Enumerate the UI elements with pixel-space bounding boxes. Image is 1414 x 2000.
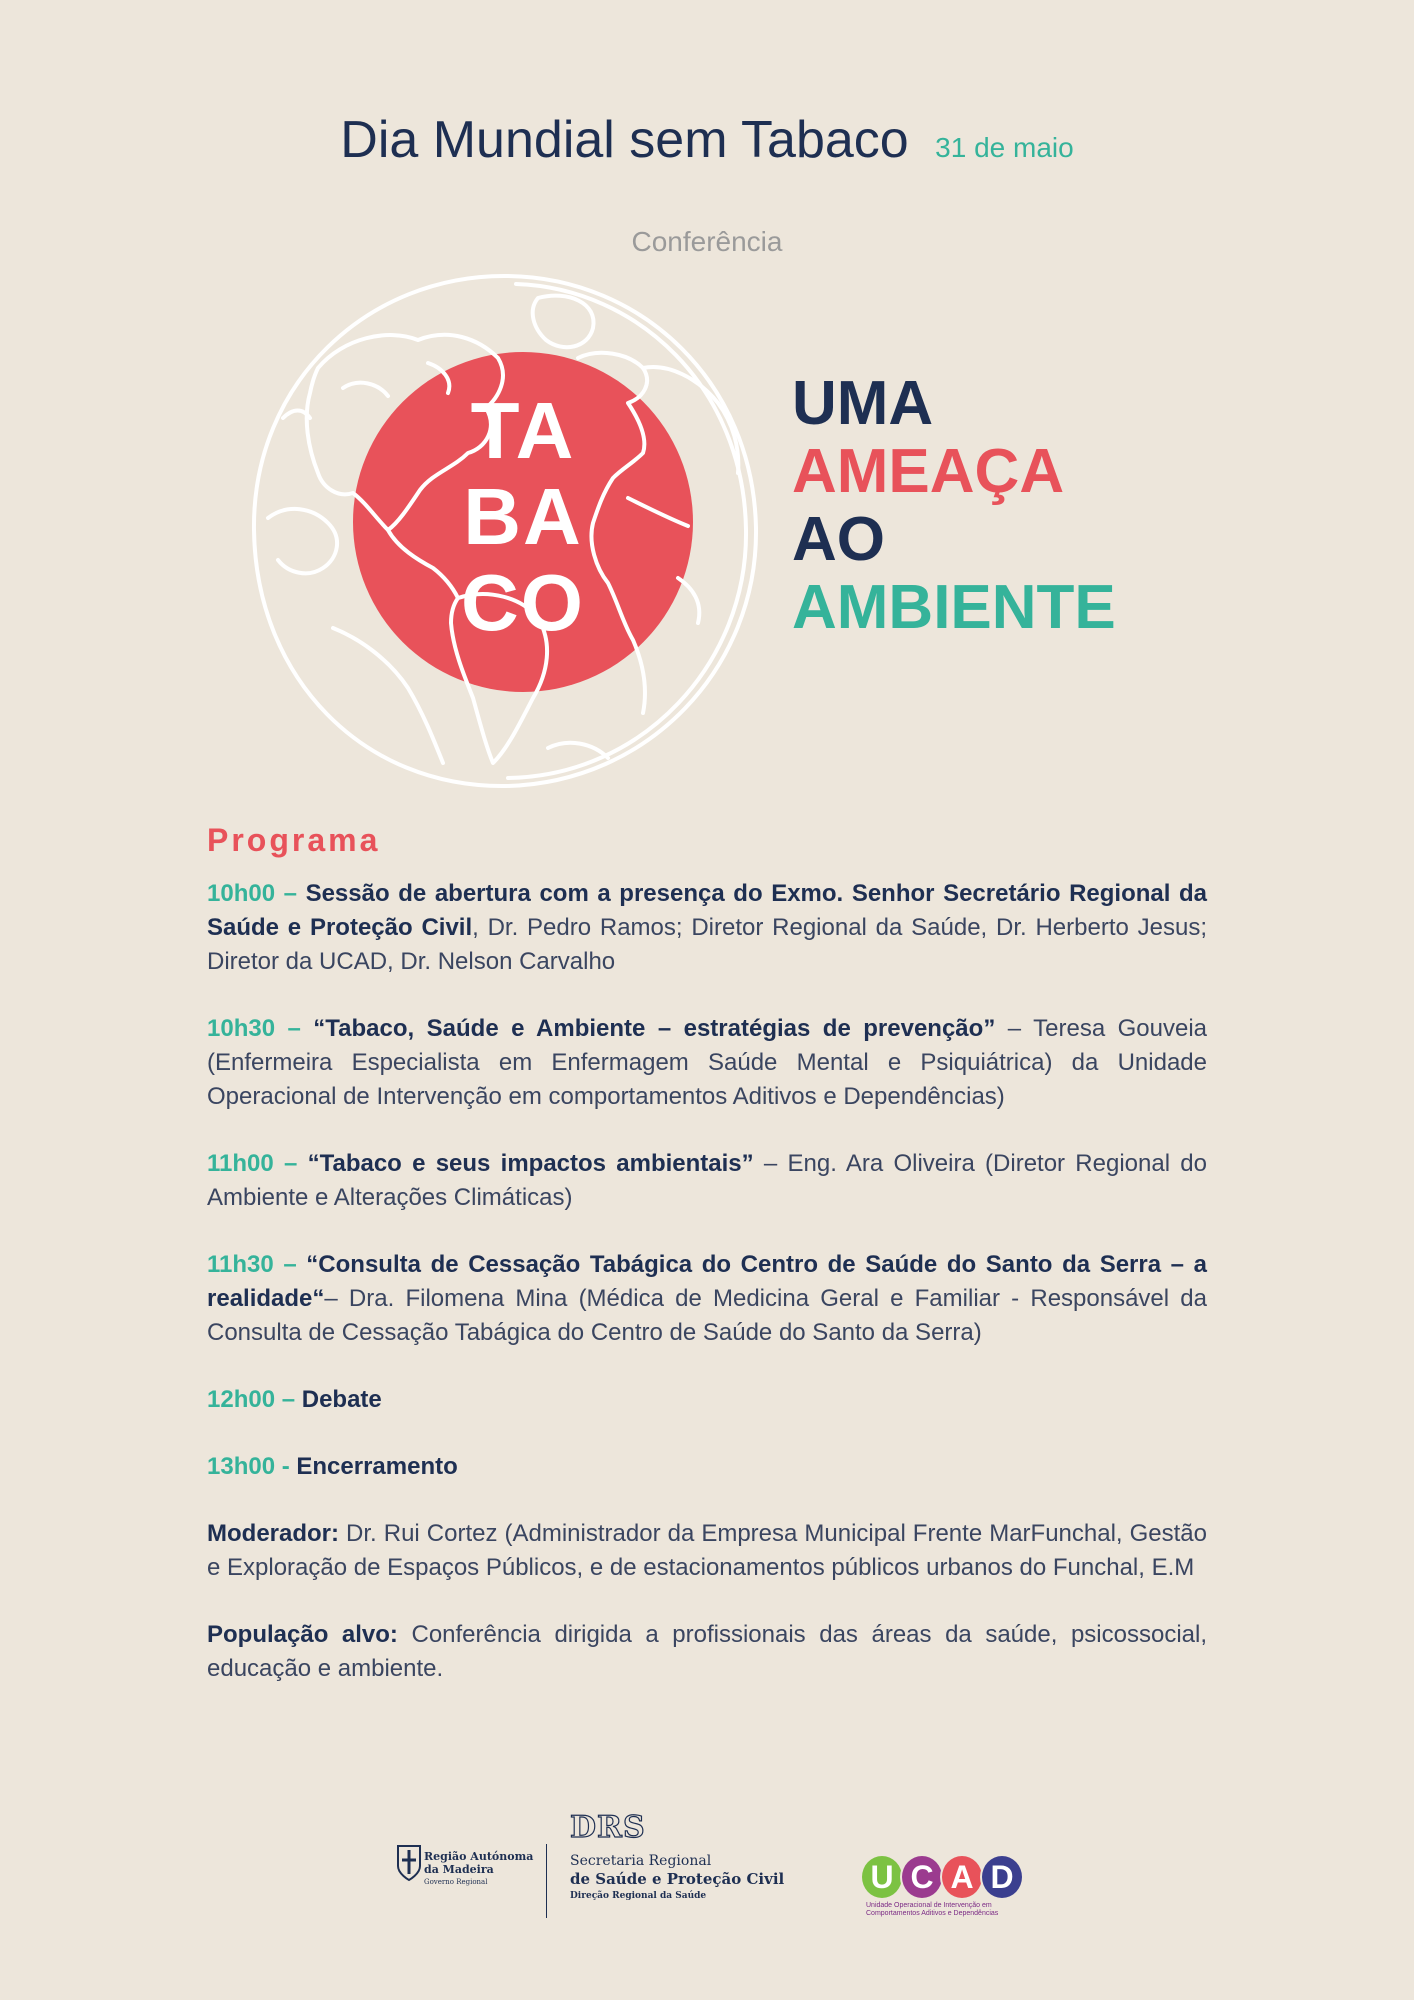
madeira-crest-icon [396,1842,422,1882]
ucad-logo [860,1854,1020,1918]
program-item [207,1147,1207,1215]
program-item [207,1012,1207,1114]
audience-label: População alvo: [207,1621,398,1648]
item-text: , Dr. Pedro Ramos; Diretor Regional da Saúde, Dr. Herberto Jesus; Diretor da UCAD, Dr. Nelson Carvalho [207,914,1207,975]
ucad-letter: C [900,1854,944,1900]
rm-line3: Governo Regional [424,1878,488,1886]
item-time: 13h00 - [207,1453,297,1480]
program-title: Programa [207,822,381,858]
tabaco-line: TA [470,386,576,475]
madeira-logo-text [424,1850,533,1889]
moderator-label: Moderador: [207,1520,339,1547]
program-section [207,822,1207,1719]
item-time: 12h00 – [207,1386,302,1413]
item-title: “Consulta de Cessação Tabágica do Centro de Saúde do Santo da Serra – a realidade“ [207,1251,1207,1312]
program-item [207,1383,1207,1417]
program-item [207,1248,1207,1350]
item-time: 11h30 – [207,1251,307,1278]
item-text: – Eng. Ara Oliveira (Diretor Regional do Ambiente e Alterações Climáticas) [207,1150,1207,1211]
tabaco-line: CO [461,558,585,647]
drs-line3: Direção Regional da Saúde [570,1891,707,1901]
item-title: Sessão de abertura com a presença do Exmo. Senhor Secretário Regional da Saúde e Proteção Civil [207,880,1208,941]
event-date: 31 de maio [935,132,1074,163]
drs-logo-text [570,1852,784,1904]
ucad-subtitle: Unidade Operacional de Intervenção em Comportamentos Aditivos e Dependências [866,1902,999,1917]
tabaco-line: BA [463,472,583,561]
item-title: “Tabaco, Saúde e Ambiente – estratégias de prevenção” [313,1015,996,1042]
footer-logos [0,1800,1414,1920]
item-title: “Tabaco e seus impactos ambientais” [307,1150,754,1177]
target-audience [207,1618,1207,1686]
headline [792,370,1116,642]
item-title: Debate [301,1386,382,1413]
drs-line1: Secretaria Regional [570,1853,712,1869]
rm-line1: Região Autónoma [424,1850,534,1863]
program-item [207,877,1207,979]
audience-text: Conferência dirigida a profissionais das áreas da saúde, psicossocial, educação e ambiente. [207,1621,1207,1682]
header [0,110,1414,170]
footer-divider [546,1844,547,1918]
program-item [207,1450,1207,1484]
item-time: 11h00 – [207,1150,308,1177]
drs-logo: DRS [570,1810,646,1845]
ucad-letter: D [980,1854,1024,1900]
drs-line2: de Saúde e Proteção Civil [570,1870,785,1888]
moderator-text: Dr. Rui Cortez (Administrador da Empresa Municipal Frente MarFunchal, Gestão e Exploração de Espaços Públicos, e de estacionamentos públicos urbanos do Funchal, E.M [207,1520,1207,1581]
item-text: – Dra. Filomena Mina (Médica de Medicina Geral e Familiar - Responsável da Consulta de Cessação Tabágica do Centro de Saúde do Santo da Serra) [207,1285,1207,1346]
headline-line-ambiente: AMBIENTE [792,573,1116,642]
item-time: 10h30 – [207,1015,314,1042]
ucad-letter: U [860,1854,904,1900]
conference-label: Conferência [631,226,783,257]
moderator [207,1517,1207,1585]
tabaco-word [438,388,608,646]
item-title: Encerramento [296,1453,458,1480]
headline-line-ao: AO [792,505,885,574]
item-text: – Teresa Gouveia (Enfermeira Especialista em Enfermagem Saúde Mental e Psiquiátrica) da Unidade Operacional de Intervenção em comportamentos Aditivos e Dependências) [207,1015,1208,1110]
item-time: 10h00 – [207,880,306,907]
headline-line-ameaca: AMEAÇA [792,437,1065,506]
rm-line2: da Madeira [424,1863,494,1876]
ucad-letter: A [940,1854,984,1900]
page-title: Dia Mundial sem Tabaco [340,111,909,169]
headline-line-uma: UMA [792,369,934,438]
